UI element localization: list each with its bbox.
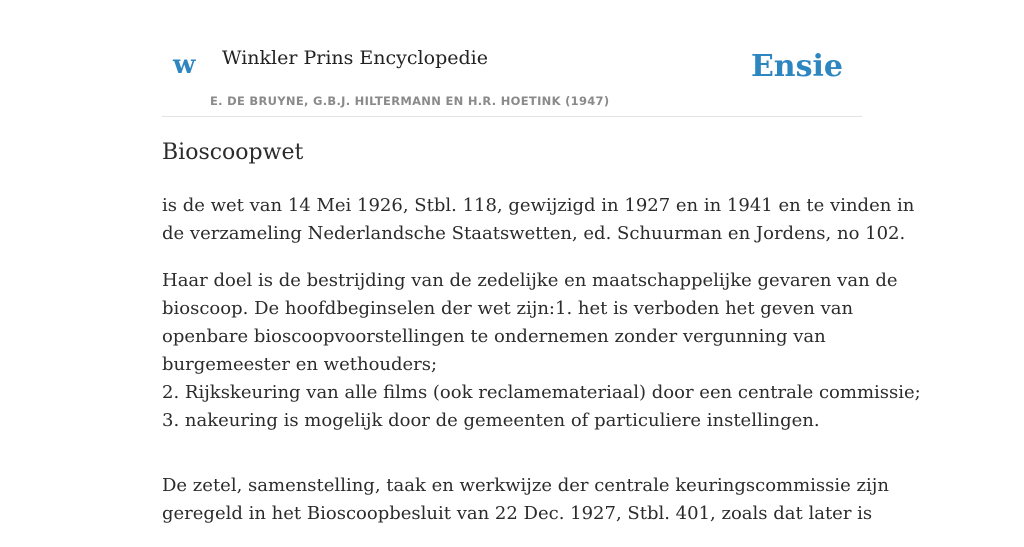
page xyxy=(162,0,921,524)
paragraph-line: De zetel, samenstelling, taak en werkwijze der centrale keuringscommissie zijn xyxy=(162,475,889,496)
article-title: Bioscoopwet xyxy=(162,140,304,165)
paragraph-3 xyxy=(162,472,889,528)
paragraph-line: 3. nakeuring is mogelijk door de gemeenten of particuliere instellingen. xyxy=(162,410,820,431)
publication-authors: E. DE BRUYNE, G.B.J. HILTERMANN EN H.R. HOETINK (1947) xyxy=(210,94,610,108)
paragraph-line: de verzameling Nederlandsche Staatswetten, ed. Schuurman en Jordens, no 102. xyxy=(162,223,906,244)
publication-title[interactable]: Winkler Prins Encyclopedie xyxy=(222,47,488,69)
paragraph-line: openbare bioscoopvoorstellingen te ondernemen zonder vergunning van xyxy=(162,326,826,347)
article-body xyxy=(162,192,921,547)
header xyxy=(162,0,862,117)
paragraph-line: Haar doel is de bestrijding van de zedelijke en maatschappelijke gevaren van de xyxy=(162,270,898,291)
paragraph-1 xyxy=(162,192,915,248)
paragraph-line: burgemeester en wethouders; xyxy=(162,354,438,375)
paragraph-line: geregeld in het Bioscoopbesluit van 22 Dec. 1927, Stbl. 401, zoals dat later is xyxy=(162,503,873,524)
paragraph-line: 2. Rijkskeuring van alle films (ook reclamemateriaal) door een centrale commissie; xyxy=(162,382,921,403)
paragraph-line: is de wet van 14 Mei 1926, Stbl. 118, gewijzigd in 1927 en in 1941 en te vinden in xyxy=(162,195,915,216)
site-logo[interactable]: Ensie xyxy=(750,49,843,84)
paragraph-2 xyxy=(162,267,921,435)
publication-logo[interactable]: w xyxy=(173,50,196,80)
paragraph-line: bioscoop. De hoofdbeginselen der wet zijn:1. het is verboden het geven van xyxy=(162,298,854,319)
